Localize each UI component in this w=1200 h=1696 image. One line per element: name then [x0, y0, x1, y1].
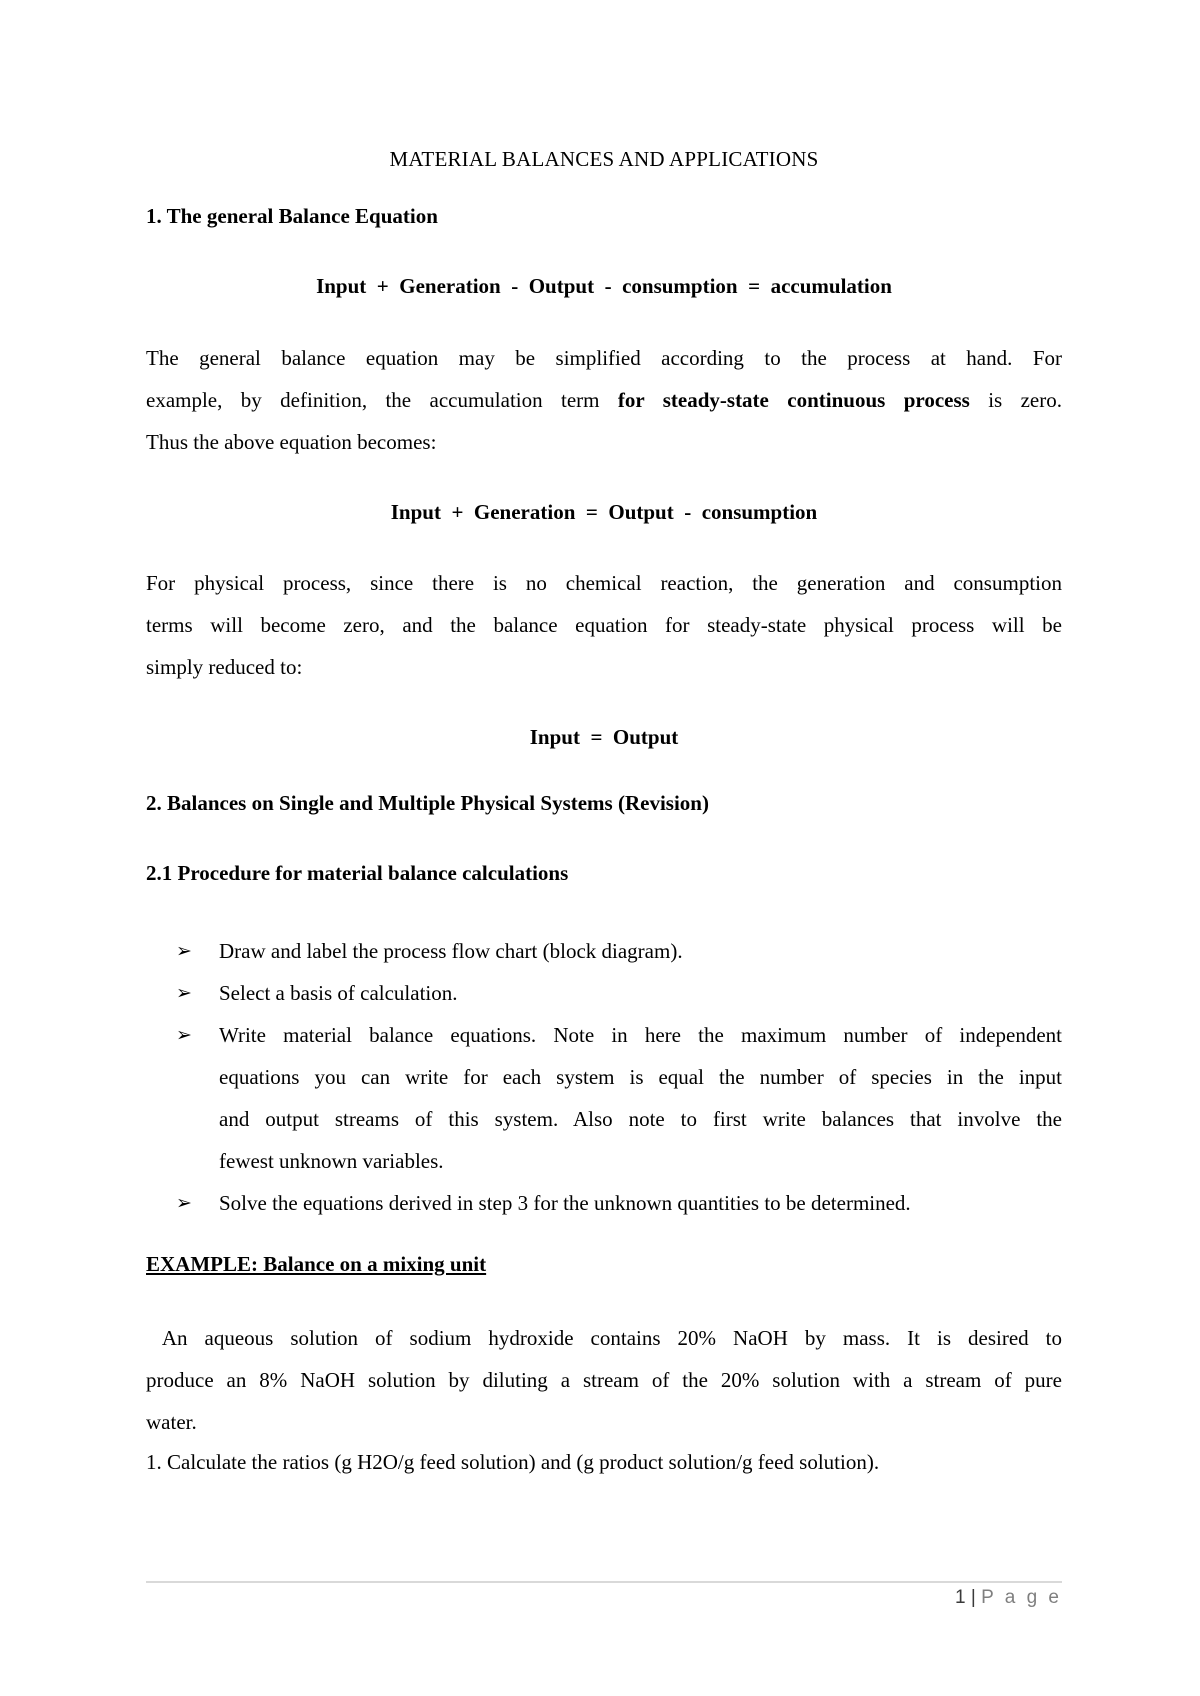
list-item-text: equations you can write for each system is equal the number of species in the input: [219, 1065, 1062, 1089]
paragraph-line: Thus the above equation becomes:: [146, 430, 437, 454]
example-question-1: 1. Calculate the ratios (g H2O/g feed solution) and (g product solution/g feed solution).: [146, 1450, 880, 1474]
paragraph-line: For physical process, since there is no chemical reaction, the generation and consumption: [146, 571, 1062, 595]
list-item: [176, 1182, 1062, 1224]
section-2-1-heading: 2.1 Procedure for material balance calculations: [146, 861, 569, 885]
example-heading: EXAMPLE: Balance on a mixing unit: [146, 1252, 487, 1276]
document-title: MATERIAL BALANCES AND APPLICATIONS: [389, 147, 819, 171]
steady-state-equation: Input + Generation = Output - consumption: [390, 500, 818, 524]
list-item: [176, 930, 1062, 972]
paragraph-physical-process: [146, 562, 1062, 688]
paragraph-line: produce an 8% NaOH solution by diluting a stream of the 20% solution with a stream of pure: [146, 1368, 1062, 1392]
list-item-text: fewest unknown variables.: [219, 1149, 444, 1173]
footer-divider: [146, 1581, 1062, 1583]
example-paragraph: [146, 1317, 1062, 1443]
arrow-bullet-icon: ➢: [176, 940, 192, 962]
physical-process-equation: Input = Output: [529, 725, 679, 749]
procedure-list: [176, 930, 1062, 1224]
list-item-text: Select a basis of calculation.: [219, 981, 458, 1005]
list-item-text: Write material balance equations. Note in here the maximum number of independent: [219, 1023, 1062, 1047]
paragraph-line: terms will become zero, and the balance equation for steady-state physical process will be: [146, 613, 1062, 637]
page-footer: [955, 1587, 1062, 1609]
text-segment: is zero.: [969, 388, 1062, 412]
list-item-text: Draw and label the process flow chart (block diagram).: [219, 939, 683, 963]
list-item-text: Solve the equations derived in step 3 for the unknown quantities to be determined.: [219, 1191, 911, 1215]
paragraph-line: simply reduced to:: [146, 655, 303, 679]
section-2-heading: 2. Balances on Single and Multiple Physical Systems (Revision): [146, 791, 709, 815]
paragraph-line: [146, 379, 1062, 421]
arrow-bullet-icon: ➢: [176, 1024, 192, 1046]
section-1-heading: 1. The general Balance Equation: [146, 204, 438, 228]
list-item-text: and output streams of this system. Also note to first write balances that involve the: [219, 1107, 1062, 1131]
page-label: P a g e: [981, 1587, 1062, 1608]
arrow-bullet-icon: ➢: [176, 982, 192, 1004]
paragraph-simplification: [146, 337, 1062, 463]
arrow-bullet-icon: ➢: [176, 1192, 192, 1214]
footer-separator: |: [970, 1587, 976, 1608]
page-number: 1: [955, 1587, 966, 1608]
general-balance-equation: Input + Generation - Output - consumption = accumulation: [316, 274, 892, 298]
text-segment: example, by definition, the accumulation term: [146, 388, 618, 412]
bold-phrase: for steady-state continuous process: [617, 388, 970, 412]
list-item: [176, 1014, 1062, 1182]
paragraph-line: The general balance equation may be simplified according to the process at hand. For: [146, 346, 1062, 370]
paragraph-line: water.: [146, 1410, 197, 1434]
list-item: [176, 972, 1062, 1014]
paragraph-line: An aqueous solution of sodium hydroxide contains 20% NaOH by mass. It is desired to: [146, 1326, 1062, 1350]
